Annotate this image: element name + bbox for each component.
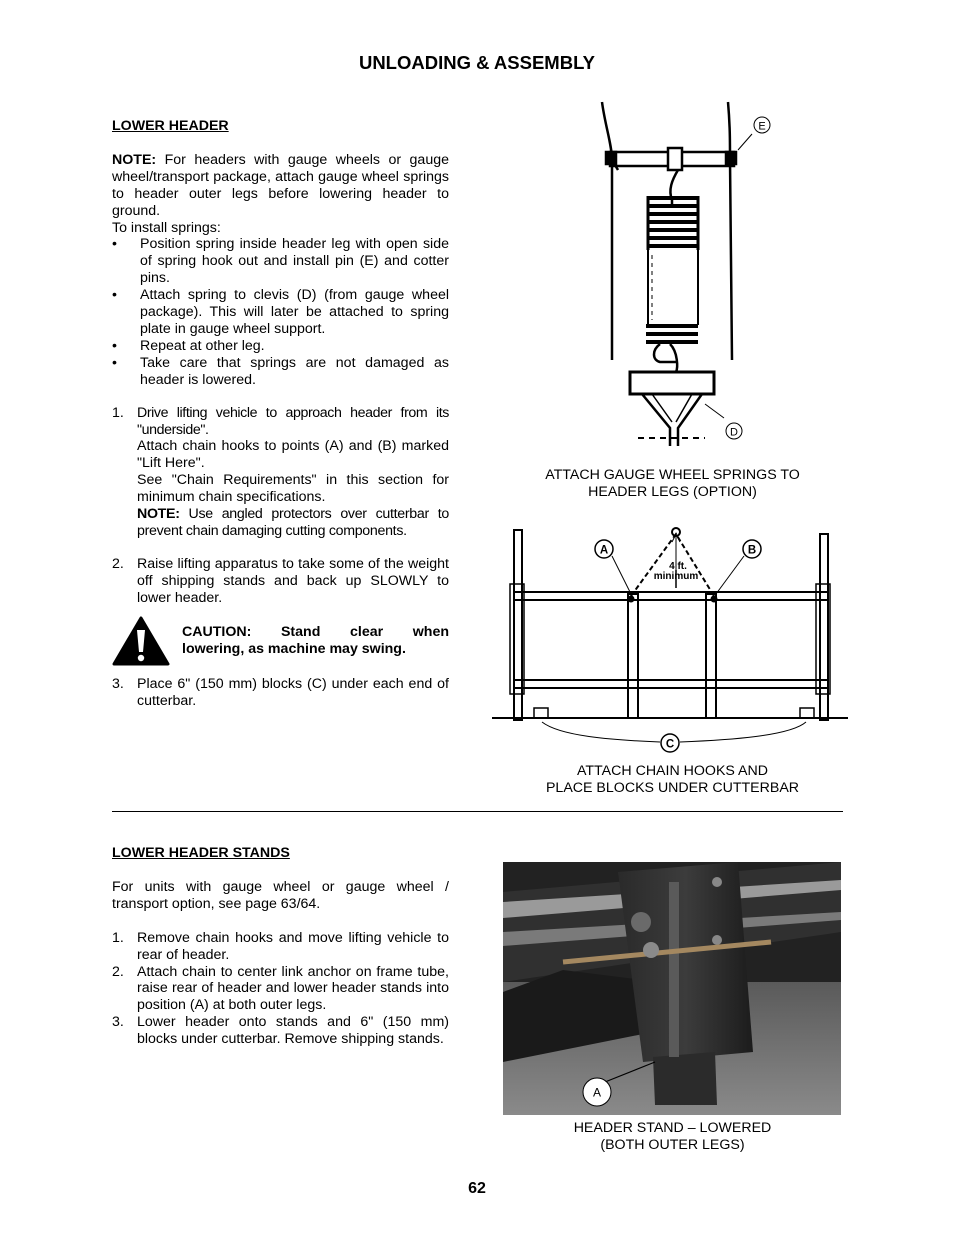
page-number: 62 xyxy=(468,1180,486,1197)
step-number: 3. xyxy=(112,1014,124,1031)
step-text: Lower header onto stands and 6" (150 mm) blocks under cutterbar. Remove shipping stands. xyxy=(137,1014,449,1048)
caption-line: HEADER LEGS (OPTION) xyxy=(588,484,757,500)
figure-caption xyxy=(490,467,855,501)
step-text: See "Chain Requirements" in this section for minimum chain specifications. xyxy=(137,472,449,506)
label-b: B xyxy=(747,544,757,557)
note-paragraph xyxy=(112,152,449,220)
bullet-text: Position spring inside header leg with open side of spring hook out and install pin (E) and cotter pins. xyxy=(140,236,449,287)
step-number: 1. xyxy=(112,404,124,421)
section-heading: LOWER HEADER STANDS xyxy=(112,845,290,861)
step-number: 3. xyxy=(112,676,124,692)
warning-icon xyxy=(112,616,170,666)
bullet-text: Take care that springs are not damaged as header is lowered. xyxy=(140,354,449,388)
right-leg xyxy=(728,102,732,360)
step-3 xyxy=(112,1014,449,1048)
step-number: 1. xyxy=(112,929,124,946)
section-heading: LOWER HEADER xyxy=(112,118,229,134)
intro-paragraph: For units with gauge wheel or gauge wheel / transport option, see page 63/64. xyxy=(112,878,449,912)
caption-line: HEADER STAND – LOWERED xyxy=(573,1120,772,1136)
header-stand-photo xyxy=(503,862,841,1115)
bullet-item xyxy=(112,355,449,389)
step-1 xyxy=(112,930,449,964)
step-2 xyxy=(112,556,449,607)
caption-line: (BOTH OUTER LEGS) xyxy=(600,1137,745,1153)
step-text: Place 6" (150 mm) blocks (C) under each end of cutterbar. xyxy=(137,676,449,709)
caution-line-1: CAUTION: Stand clear when xyxy=(182,624,449,640)
step-number: 2. xyxy=(112,963,124,980)
bullet-item xyxy=(112,287,449,338)
caption-line: ATTACH CHAIN HOOKS AND xyxy=(576,763,769,779)
label-c: C xyxy=(665,738,675,751)
note-label: NOTE: xyxy=(112,151,157,168)
step-number: 2. xyxy=(112,555,124,572)
step-2 xyxy=(112,964,449,1015)
step-3 xyxy=(112,676,449,710)
label-a: A xyxy=(599,544,609,557)
distance-label: 4 ft. xyxy=(669,561,687,572)
distance-label: minimum xyxy=(653,571,699,582)
figure-caption xyxy=(490,763,855,797)
install-intro: To install springs: xyxy=(112,219,221,236)
step-text: Drive lifting vehicle to approach header from its "underside". xyxy=(137,404,449,438)
note-text: Use angled protectors over cutterbar to prevent chain damaging cutting components. xyxy=(137,506,449,539)
bullet-item xyxy=(112,236,449,287)
step-1 xyxy=(112,405,449,540)
section-divider xyxy=(112,811,843,812)
label-d: D xyxy=(730,426,738,439)
step-text: Attach chain to center link anchor on frame tube, raise rear of header and lower header stands into position (A) at both outer legs. xyxy=(137,963,449,1014)
step-text: Remove chain hooks and move lifting vehicle to rear of header. xyxy=(137,929,449,963)
spring-diagram xyxy=(560,100,785,450)
bullet-marker: • xyxy=(112,287,117,304)
bullet-marker: • xyxy=(112,236,117,253)
figure-caption xyxy=(490,1120,855,1154)
step-3-body xyxy=(112,676,449,710)
page-title: UNLOADING & ASSEMBLY xyxy=(358,52,596,73)
note-text: For headers with gauge wheels or gauge wheel/transport package, attach gauge wheel springs to header outer legs before lowering header to ground. xyxy=(112,151,449,219)
lower-header-stands-section xyxy=(112,845,449,1048)
step-note xyxy=(137,506,449,540)
caption-line: ATTACH GAUGE WHEEL SPRINGS TO xyxy=(545,467,800,483)
bullet-text: Attach spring to clevis (D) (from gauge wheel package). This will later be attached to spring plate in gauge wheel support. xyxy=(140,287,449,337)
bullet-item xyxy=(112,338,449,355)
step-text: Attach chain hooks to points (A) and (B) marked "Lift Here". xyxy=(137,438,449,472)
chain-hook-diagram xyxy=(490,522,850,760)
caption-line: PLACE BLOCKS UNDER CUTTERBAR xyxy=(545,780,800,796)
label-e: E xyxy=(758,120,766,133)
label-a: A xyxy=(592,1085,602,1100)
bullet-marker: • xyxy=(112,337,117,354)
note-label: NOTE: xyxy=(137,506,180,523)
bullet-text: Repeat at other leg. xyxy=(140,337,265,354)
left-leg xyxy=(602,102,612,360)
lower-header-section xyxy=(112,118,449,607)
step-text: Raise lifting apparatus to take some of the weight off shipping stands and back up SLOWLY to lower header. xyxy=(137,555,449,606)
bullet-marker: • xyxy=(112,354,117,371)
caution-line-2: lowering, as machine may swing. xyxy=(182,641,406,657)
